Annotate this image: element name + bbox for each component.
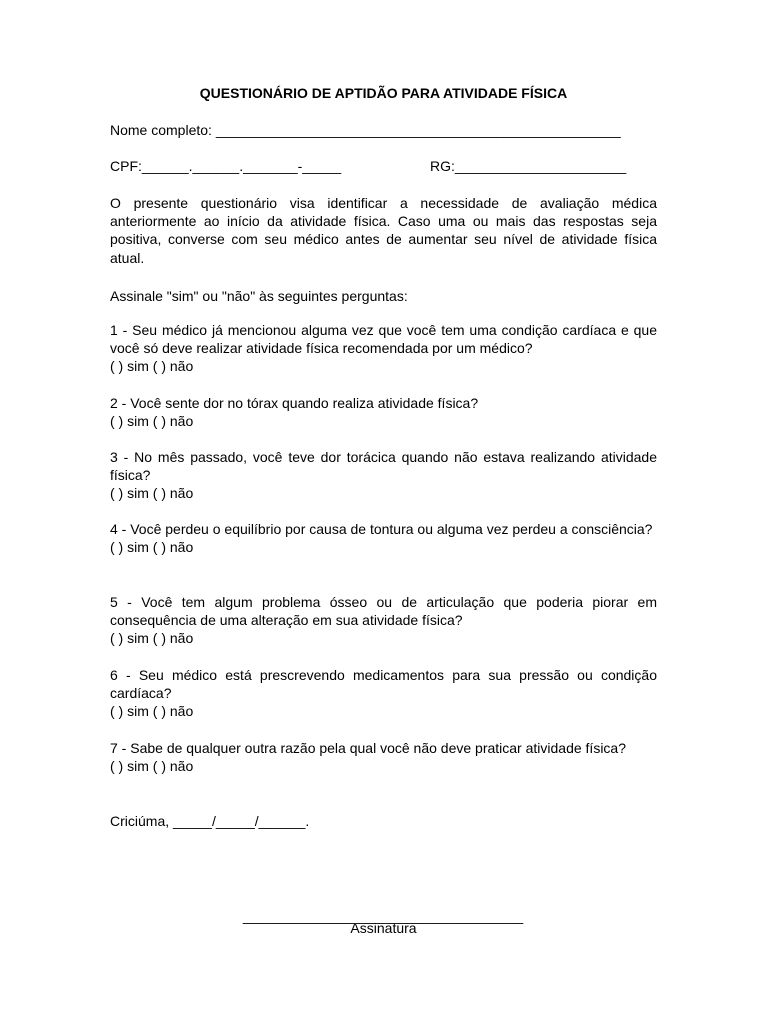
question-2 — [110, 394, 657, 430]
question-text: 5 - Você tem algum problema ósseo ou de articulação que poderia piorar em consequência de uma alteração em sua atividade física? — [110, 594, 657, 629]
question-text: 6 - Seu médico está prescrevendo medicamentos para sua pressão ou condição cardíaca? — [110, 667, 657, 702]
date-line[interactable]: Criciúma, _____/_____/______. — [110, 813, 310, 829]
instruction-text: Assinale "sim" ou "não" às seguintes perguntas: — [110, 288, 408, 304]
signature-label: Assinatura — [350, 920, 417, 936]
answer-options[interactable]: ( ) sim ( ) não — [110, 485, 194, 502]
question-text: 1 - Seu médico já mencionou alguma vez que você tem uma condição cardíaca e que você só deve realizar atividade física recomendada por um médico? — [110, 322, 657, 357]
answer-options[interactable]: ( ) sim ( ) não — [110, 539, 194, 556]
question-text: 7 - Sabe de qualquer outra razão pela qual você não deve praticar atividade física? — [110, 740, 627, 756]
answer-options[interactable]: ( ) sim ( ) não — [110, 703, 194, 720]
question-4 — [110, 520, 657, 556]
answer-options[interactable]: ( ) sim ( ) não — [110, 358, 194, 375]
answer-options[interactable]: ( ) sim ( ) não — [110, 630, 194, 647]
rg-field[interactable]: RG:______________________ — [430, 158, 627, 174]
intro-paragraph: O presente questionário visa identificar a necessidade de avaliação médica anteriormente ao início da atividade física. Caso uma ou mais das respostas seja positiva, converse com seu médico antes de aumentar seu nível de atividade física atual. — [110, 195, 657, 266]
question-text: 4 - Você perdeu o equilíbrio por causa de tontura ou alguma vez perdeu a consciência? — [110, 521, 653, 537]
answer-options[interactable]: ( ) sim ( ) não — [110, 413, 194, 430]
signature-line[interactable]: ____________________________________ — [242, 908, 524, 924]
answer-options[interactable]: ( ) sim ( ) não — [110, 758, 194, 775]
question-text: 2 - Você sente dor no tórax quando realiza atividade física? — [110, 395, 479, 411]
question-3 — [110, 448, 657, 503]
name-field[interactable]: Nome completo: ____________________________________________________ — [110, 122, 621, 138]
question-7 — [110, 739, 657, 775]
question-6 — [110, 666, 657, 721]
question-1 — [110, 321, 657, 376]
question-5 — [110, 593, 657, 648]
cpf-field[interactable]: CPF:______.______._______-_____ — [110, 158, 342, 174]
document-title: QUESTIONÁRIO DE APTIDÃO PARA ATIVIDADE FÍSICA — [199, 85, 568, 101]
question-text: 3 - No mês passado, você teve dor torácica quando não estava realizando atividade física? — [110, 449, 657, 484]
